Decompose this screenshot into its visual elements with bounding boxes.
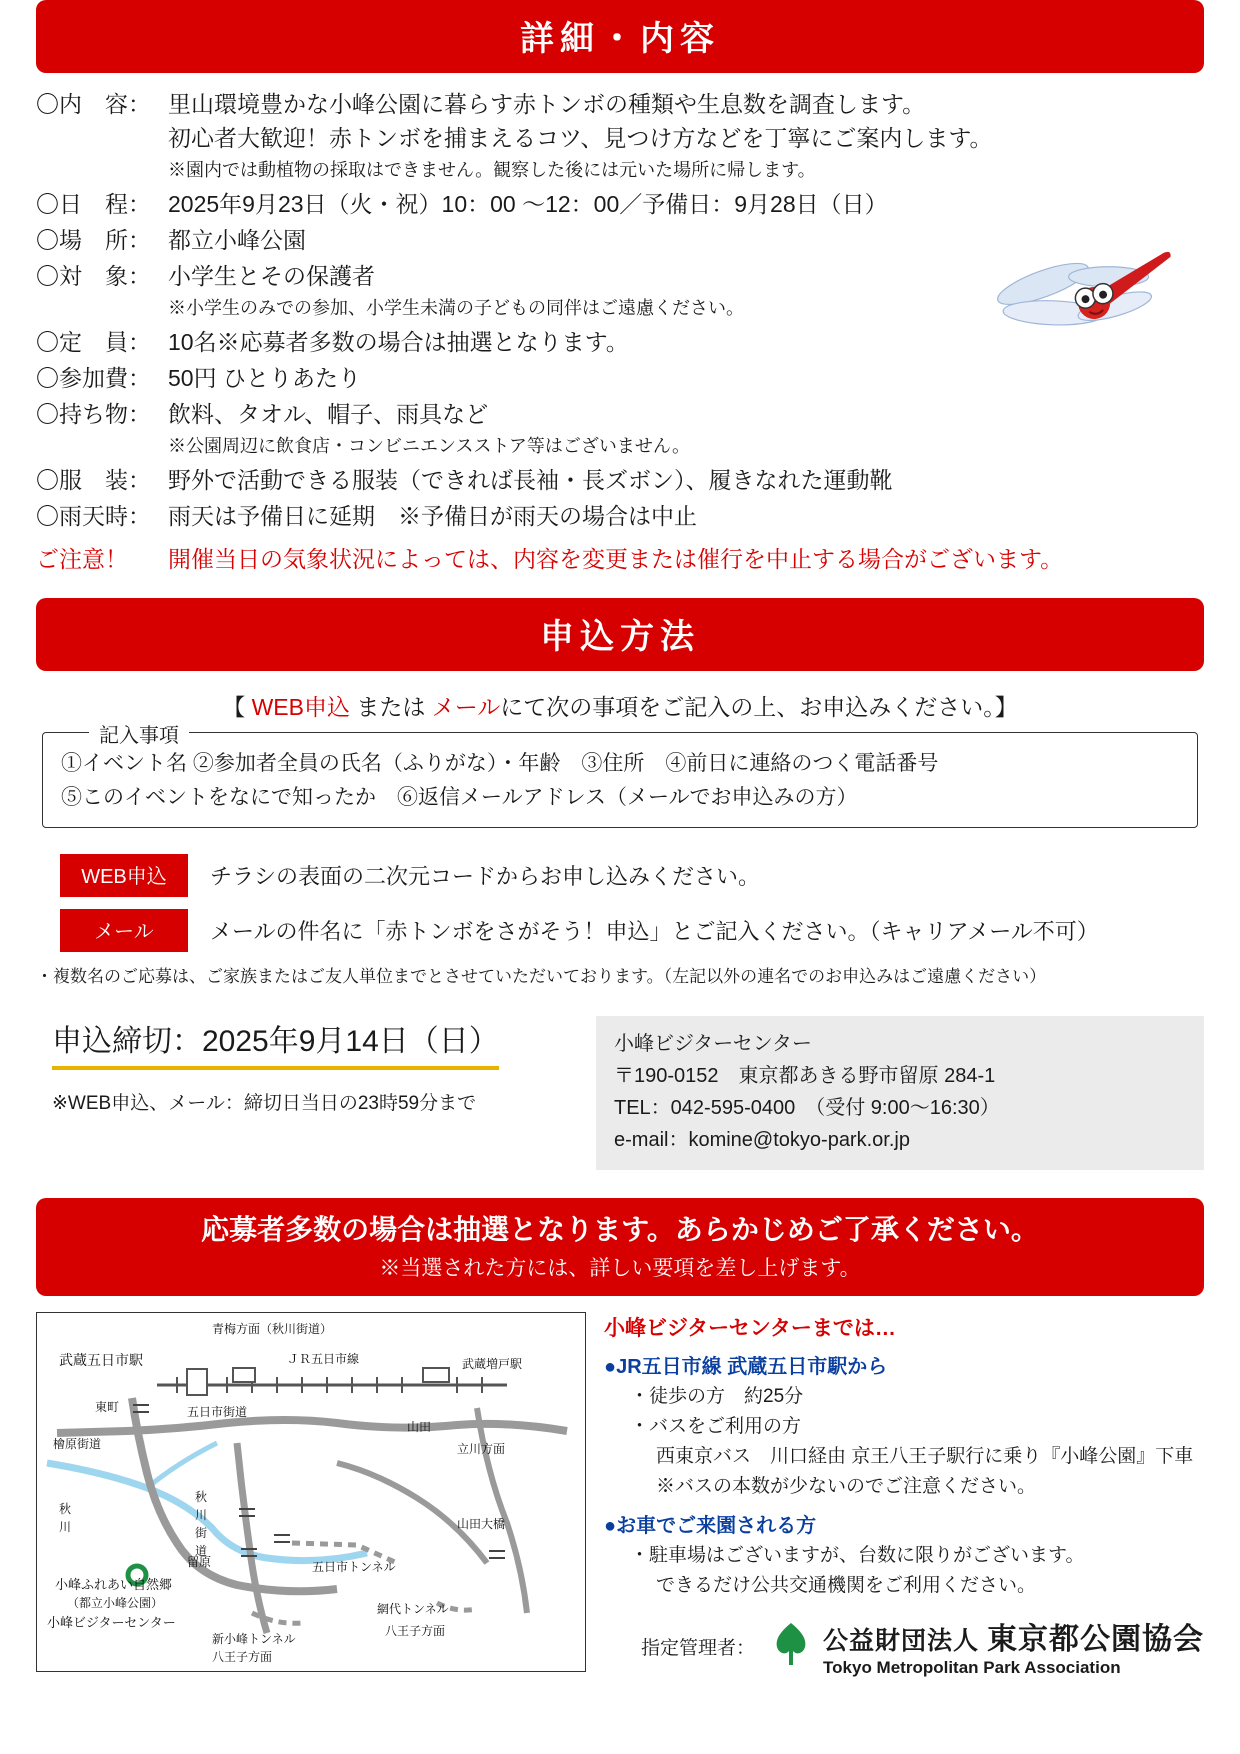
contact-address: 〒190-0152 東京都あきる野市留原 284-1 xyxy=(614,1065,996,1087)
detail-row-note: ※園内では動植物の採取はできません。観察した後には元いた場所に帰します。 xyxy=(168,160,816,180)
apply-lead xyxy=(36,689,1204,722)
detail-row-line: 小学生とその保護者 xyxy=(168,263,375,289)
deadline-subnote: ※WEB申込、メール：締切日当日の23時59分まで xyxy=(52,1093,477,1114)
contact-name: 小峰ビジターセンター xyxy=(614,1033,812,1055)
access-item: ・徒歩の方 約25分 xyxy=(630,1386,804,1407)
apply-lead-web: WEB申込 xyxy=(251,694,350,720)
section-header-detail: 詳細・内容 xyxy=(36,0,1204,73)
deadline-title: 申込締切：2025年9月14日（日） xyxy=(52,1016,499,1070)
svg-text:五日市トンネル: 五日市トンネル xyxy=(312,1560,396,1574)
required-fields-box xyxy=(42,725,1198,828)
detail-row xyxy=(36,87,1204,185)
access-item: ・バスをご利用の方 xyxy=(630,1416,802,1437)
apply-lead-mail: メール xyxy=(431,694,501,720)
footer-label: 指定管理者： xyxy=(641,1637,756,1659)
lottery-banner xyxy=(36,1198,1204,1296)
svg-text:山田大橋: 山田大橋 xyxy=(457,1517,506,1531)
org-name-jp-main: 東京都公園協会 xyxy=(987,1623,1204,1656)
apply-lead-mid: または xyxy=(349,694,432,720)
detail-row xyxy=(36,463,1204,497)
access-map xyxy=(36,1312,586,1672)
detail-row-label: 〇雨天時： xyxy=(36,503,151,529)
access-heading: 小峰ビジターセンターまでは… xyxy=(604,1317,896,1340)
detail-row xyxy=(36,499,1204,533)
apply-method-text: チラシの表面の二次元コードからお申し込みください。 xyxy=(210,864,761,889)
svg-text:川: 川 xyxy=(59,1520,72,1534)
detail-row-value: 野外で活動できる服装（できれば長袖・長ズボン）、履きなれた運動靴 xyxy=(168,467,893,493)
organization-logo xyxy=(769,1614,1204,1678)
apply-method-tag-web: WEB申込 xyxy=(60,854,188,897)
access-item: できるだけ公共交通機関をご利用ください。 xyxy=(656,1575,1037,1596)
svg-text:武蔵五日市駅: 武蔵五日市駅 xyxy=(59,1352,143,1368)
section-header-apply: 申込方法 xyxy=(36,598,1204,671)
caution-text: 開催当日の気象状況によっては、内容を変更または催行を中止する場合がございます。 xyxy=(168,546,1064,572)
access-group-1-title: ●JR五日市線 武蔵五日市駅から xyxy=(604,1356,888,1378)
detail-row-line: 初心者大歓迎！赤トンボを捕まえるコツ、見つけ方などを丁寧にご案内します。 xyxy=(168,125,993,151)
svg-text:留原: 留原 xyxy=(187,1555,212,1569)
detail-row xyxy=(36,187,1204,221)
svg-text:網代トンネル: 網代トンネル xyxy=(377,1602,449,1616)
svg-text:道: 道 xyxy=(195,1544,208,1558)
detail-row-label: 〇服 装： xyxy=(36,467,151,493)
detail-row-label: 〇日 程： xyxy=(36,191,151,217)
detail-row-line: 飲料、タオル、帽子、雨具など xyxy=(168,401,489,427)
detail-row-value xyxy=(168,87,993,185)
detail-row-line: 里山環境豊かな小峰公園に暮らす赤トンボの種類や生息数を調査します。 xyxy=(168,91,926,117)
detail-row-value: 都立小峰公園 xyxy=(168,227,306,253)
apply-footnote: ・複数名のご応募は、ご家族またはご友人単位までとさせていただいております。（左記以外の連名でのお申込みはご遠慮ください） xyxy=(36,967,1047,986)
detail-row-note: ※小学生のみでの参加、小学生未満の子どもの同伴はご遠慮ください。 xyxy=(168,298,744,318)
apply-lead-pre: 【 xyxy=(222,694,252,720)
svg-text:小峰ふれあい自然郷: 小峰ふれあい自然郷 xyxy=(55,1577,173,1592)
svg-text:秋: 秋 xyxy=(195,1490,208,1504)
svg-text:八王子方面: 八王子方面 xyxy=(385,1624,446,1638)
access-subitem: 西東京バス 川口経由 京王八王子駅行に乗り『小峰公園』下車 xyxy=(656,1446,1194,1467)
lottery-line-1: 応募者多数の場合は抽選となります。あらかじめご了承ください。 xyxy=(201,1214,1039,1245)
detail-row-value: 2025年9月23日（火・祝）10：00 ～12：00／予備日：9月28日（日） xyxy=(168,191,888,217)
detail-row-label: 〇内 容： xyxy=(36,91,151,117)
deadline-and-contact xyxy=(36,1016,1204,1170)
svg-text:山田: 山田 xyxy=(407,1420,432,1434)
svg-text:新小峰トンネル: 新小峰トンネル xyxy=(212,1632,296,1646)
caution-label: ご注意！ xyxy=(36,546,128,572)
svg-text:街: 街 xyxy=(195,1526,208,1540)
apply-lead-post: にて次の事項をご記入の上、お申込みください。】 xyxy=(500,694,1018,720)
svg-text:五日市街道: 五日市街道 xyxy=(187,1405,248,1419)
lottery-line-2: ※当選された方には、詳しい要項を差し上げます。 xyxy=(379,1257,861,1280)
deadline-block xyxy=(36,1016,596,1170)
access-info xyxy=(586,1312,1204,1678)
contact-tel: TEL：042-595-0400 （受付 9:00～16:30） xyxy=(614,1097,1000,1119)
detail-row-value: 10名※応募者多数の場合は抽選となります。 xyxy=(168,329,629,355)
detail-row-value: 50円 ひとりあたり xyxy=(168,365,361,391)
detail-row-label: 〇対 象： xyxy=(36,263,151,289)
svg-text:青梅方面（秋川街道）: 青梅方面（秋川街道） xyxy=(212,1322,333,1336)
access-subitem: ※バスの本数が少ないのでご注意ください。 xyxy=(656,1476,1037,1497)
detail-row-label: 〇参加費： xyxy=(36,365,151,391)
detail-row-value: 雨天は予備日に延期 ※予備日が雨天の場合は中止 xyxy=(168,503,697,529)
apply-method-row xyxy=(36,909,1204,952)
detail-row-label: 〇場 所： xyxy=(36,227,151,253)
svg-text:八王子方面: 八王子方面 xyxy=(212,1650,273,1664)
svg-text:武蔵増戸駅: 武蔵増戸駅 xyxy=(462,1357,523,1371)
caution-line xyxy=(36,541,1204,574)
svg-text:小峰ビジターセンター: 小峰ビジターセンター xyxy=(47,1615,176,1630)
contact-email: e-mail：komine@tokyo-park.or.jp xyxy=(614,1129,910,1151)
apply-method-row xyxy=(36,854,1204,897)
bottom-area xyxy=(36,1312,1204,1678)
svg-text:川: 川 xyxy=(195,1508,208,1522)
required-fields-line: ①イベント名 ②参加者全員の氏名（ふりがな）・年齢 ③住所 ④前日に連絡のつく電話番号 xyxy=(61,752,939,775)
detail-row xyxy=(36,397,1204,461)
required-fields-line: ⑤このイベントをなにで知ったか ⑥返信メールアドレス（メールでお申込みの方） xyxy=(61,786,858,809)
org-name-jp xyxy=(823,1623,1204,1656)
detail-row-label: 〇定 員： xyxy=(36,329,151,355)
apply-methods xyxy=(36,854,1204,990)
detail-row-value xyxy=(168,259,744,323)
svg-text:秋: 秋 xyxy=(59,1502,72,1516)
org-name-en: Tokyo Metropolitan Park Association xyxy=(823,1658,1121,1677)
dragonfly-illustration xyxy=(994,237,1194,367)
svg-text:立川方面: 立川方面 xyxy=(457,1442,506,1456)
tree-logo-icon xyxy=(769,1621,813,1672)
detail-row-label: 〇持ち物： xyxy=(36,401,151,427)
detail-row-value xyxy=(168,397,690,461)
detail-row-note: ※公園周辺に飲食店・コンビニエンスストア等はございません。 xyxy=(168,436,690,456)
detail-list xyxy=(36,87,1204,574)
org-name-jp-pre: 公益財団法人 xyxy=(823,1627,980,1655)
access-group-2-title: ●お車でご来園される方 xyxy=(604,1515,817,1537)
footer-row xyxy=(604,1614,1204,1678)
required-fields-legend: 記入事項 xyxy=(89,719,189,748)
svg-text:檜原街道: 檜原街道 xyxy=(53,1437,102,1451)
access-item: ・駐車場はございますが、台数に限りがございます。 xyxy=(630,1545,1085,1566)
apply-method-tag-mail: メール xyxy=(60,909,188,952)
apply-method-text: メールの件名に「赤トンボをさがそう！申込」とご記入ください。（キャリアメール不可） xyxy=(210,919,1099,944)
svg-text:（都立小峰公園）: （都立小峰公園） xyxy=(67,1596,164,1610)
contact-box xyxy=(596,1016,1204,1170)
svg-text:東町: 東町 xyxy=(95,1400,120,1414)
svg-text:ＪＲ五日市線: ＪＲ五日市線 xyxy=(287,1352,360,1366)
